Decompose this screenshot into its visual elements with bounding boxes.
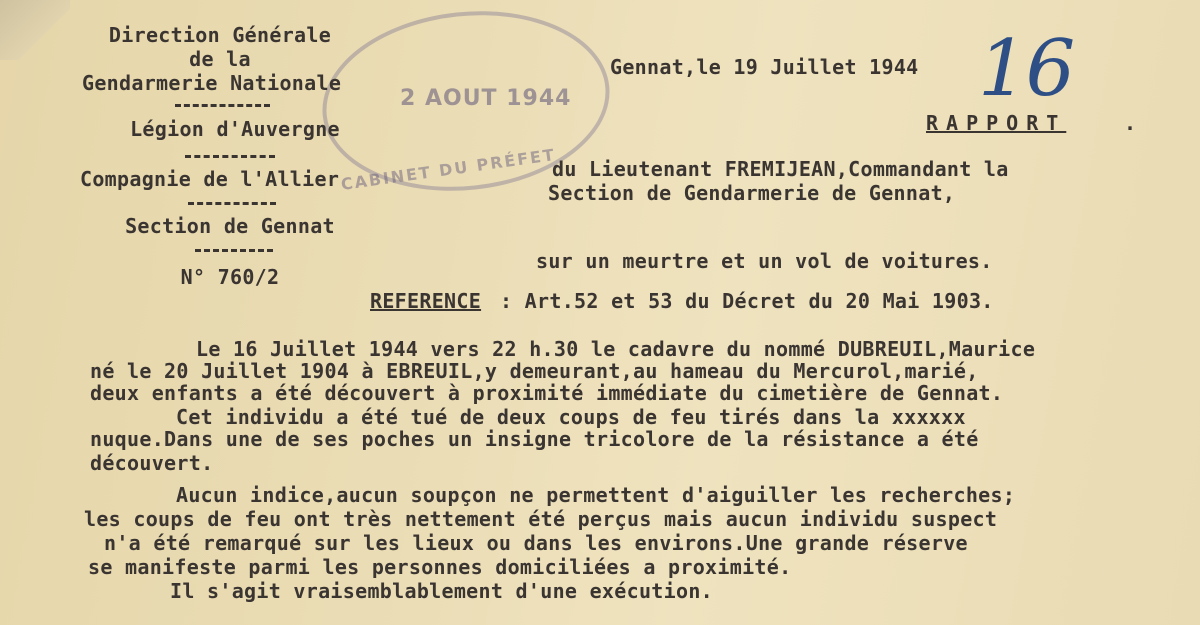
body-line-11: Il s'agit vraisemblablement d'une exécution.	[170, 579, 714, 603]
header-divider-2	[185, 155, 275, 158]
body-line-7: Aucun indice,aucun soupçon ne permettent d'aiguiller les recherches;	[176, 483, 1016, 507]
header-divider-1	[175, 104, 270, 107]
body-line-4: Cet individu a été tué de deux coups de feu tirés dans la xxxxxx	[176, 405, 966, 429]
header-company: Compagnie de l'Allier	[80, 167, 340, 191]
body-line-8: les coups de feu ont très nettement été perçus mais aucun individu suspect	[84, 507, 998, 531]
body-line-2: né le 20 Juillet 1904 à EBREUIL,y demeurant,au hameau du Mercurol,marié,	[90, 359, 979, 383]
report-title: RAPPORT	[926, 111, 1067, 135]
header-direction: Direction Générale	[108, 23, 332, 47]
body-line-1: Le 16 Juillet 1944 vers 22 h.30 le cadavre du nommé DUBREUIL,Maurice	[196, 337, 1036, 361]
header-divider-3	[188, 202, 276, 205]
from-line-2: Section de Gendarmerie de Gennat,	[548, 181, 956, 205]
from-line-1: du Lieutenant FREMIJEAN,Commandant la	[552, 157, 1009, 181]
header-gendarmerie: Gendarmerie Nationale	[82, 71, 342, 95]
place-date: Gennat,le 19 Juillet 1944	[610, 55, 919, 79]
body-line-9: n'a été remarqué sur les lieux ou dans les environs.Une grande réserve	[104, 531, 968, 555]
body-line-10: se manifeste parmi les personnes domiciliées a proximité.	[88, 555, 792, 579]
header-number: N° 760/2	[180, 265, 280, 289]
reference-label: REFERENCE	[370, 289, 482, 313]
handwritten-number: 16	[978, 24, 1074, 114]
header-de-la: de la	[189, 47, 251, 71]
header-section: Section de Gennat	[125, 214, 335, 238]
body-line-6: découvert.	[90, 451, 214, 475]
header-legion: Légion d'Auvergne	[130, 117, 340, 141]
body-line-5: nuque.Dans une de ses poches un insigne tricolore de la résistance a été	[90, 427, 979, 451]
body-line-3: deux enfants a été découvert à proximité immédiate du cimetière de Gennat.	[90, 381, 1004, 405]
header-divider-4	[195, 249, 273, 252]
stamp-date: 2 AOUT 1944	[400, 86, 572, 111]
reference-text: : Art.52 et 53 du Décret du 20 Mai 1903.	[500, 289, 994, 313]
report-title-period: .	[1124, 111, 1137, 135]
stamp-text: CABINET DU PRÉFET	[339, 145, 557, 194]
subject-line: sur un meurtre et un vol de voitures.	[536, 249, 993, 273]
folded-corner	[0, 0, 70, 60]
